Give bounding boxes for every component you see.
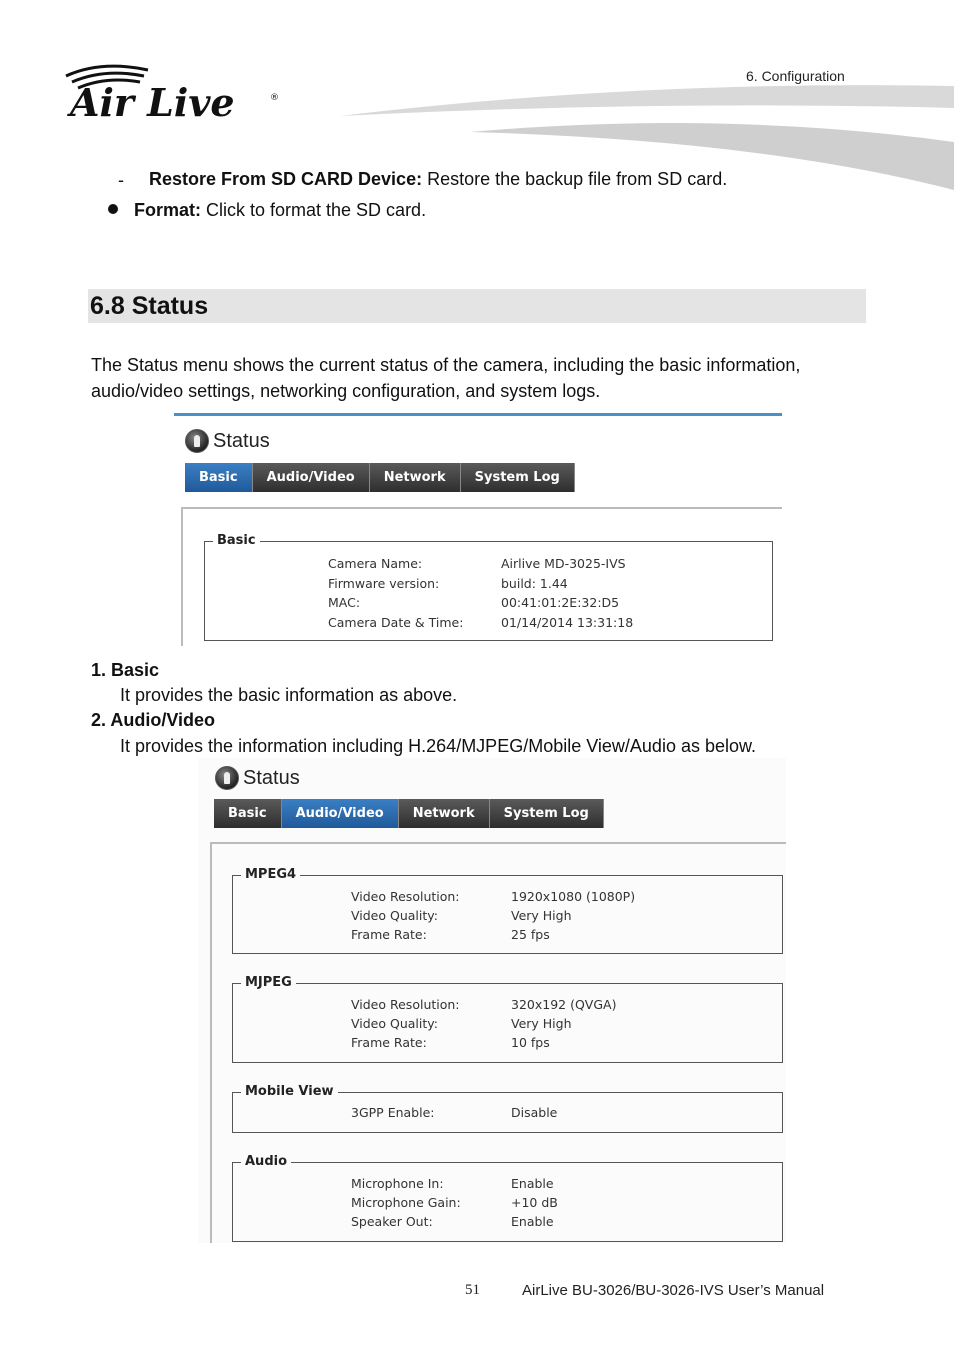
row-value: Enable [511, 1214, 554, 1229]
status-tabs [214, 799, 604, 828]
row-label: Camera Name: [328, 556, 423, 571]
restore-line [149, 169, 727, 190]
row-label: Video Quality: [351, 1016, 438, 1031]
audio-group [232, 1154, 783, 1242]
status-tabs [185, 463, 575, 492]
intro-line-1: The Status menu shows the current status of the camera, including the basic information, [91, 355, 801, 375]
row-label: Microphone Gain: [351, 1195, 461, 1210]
status-heading [185, 429, 270, 453]
item-1-heading: 1. Basic [91, 660, 160, 680]
page-number: 51 [465, 1282, 480, 1298]
row-value: +10 dB [511, 1195, 558, 1210]
chapter-label: 6. Configuration [746, 68, 845, 84]
row-label: Firmware version: [328, 576, 440, 591]
status-icon [185, 429, 209, 453]
manual-title: AirLive BU-3026/BU-3026-IVS User’s Manual [522, 1282, 825, 1299]
tab-audio-video[interactable]: Audio/Video [282, 799, 399, 828]
status-title: Status [213, 429, 270, 452]
row-label: Video Resolution: [351, 889, 460, 904]
dash-marker: - [118, 170, 124, 190]
tab-basic[interactable]: Basic [185, 463, 253, 492]
item-2-description: It provides the information including H.264/MJPEG/Mobile View/Audio as below. [120, 736, 757, 756]
mjpeg-group-label: MJPEG [241, 975, 296, 991]
row-value: Enable [511, 1176, 554, 1191]
status-icon [215, 766, 239, 790]
basic-group [204, 533, 773, 641]
row-label: Speaker Out: [351, 1214, 433, 1229]
status-audio-video-screenshot [198, 758, 786, 1243]
row-value: Disable [511, 1105, 558, 1120]
audio-group-label: Audio [241, 1154, 291, 1170]
tab-basic[interactable]: Basic [214, 799, 282, 828]
row-label: Microphone In: [351, 1176, 444, 1191]
tab-network[interactable]: Network [399, 799, 490, 828]
status-basic-screenshot [174, 413, 782, 646]
tab-audio-video[interactable]: Audio/Video [253, 463, 370, 492]
row-label: 3GPP Enable: [351, 1105, 435, 1120]
row-label: MAC: [328, 595, 361, 610]
row-value: 25 fps [511, 927, 550, 942]
item-1-description: It provides the basic information as above. [120, 685, 458, 705]
tab-network[interactable]: Network [370, 463, 461, 492]
row-value: 00:41:01:2E:32:D5 [501, 595, 620, 610]
row-label: Video Resolution: [351, 997, 460, 1012]
tab-system-log[interactable]: System Log [490, 799, 604, 828]
mpeg4-group-label: MPEG4 [241, 867, 300, 883]
tab-system-log[interactable]: System Log [461, 463, 575, 492]
row-value: Very High [511, 1016, 572, 1031]
section-header [88, 289, 866, 323]
row-value: 01/14/2014 13:31:18 [501, 615, 634, 630]
row-value: 320x192 (QVGA) [511, 997, 617, 1012]
row-label: Camera Date & Time: [328, 615, 464, 630]
mobile-view-group [232, 1084, 783, 1133]
restore-label: Restore From SD CARD Device: [149, 169, 423, 189]
format-line [134, 200, 426, 221]
row-value: 10 fps [511, 1035, 550, 1050]
basic-group-label: Basic [213, 533, 260, 549]
row-label: Video Quality: [351, 908, 438, 923]
row-label: Frame Rate: [351, 927, 427, 942]
item-2-heading: 2. Audio/Video [91, 710, 216, 730]
section-title: 6.8 Status [90, 292, 209, 320]
row-value: Very High [511, 908, 572, 923]
svg-text:®: ® [270, 93, 279, 103]
row-value: 1920x1080 (1080P) [511, 889, 636, 904]
bullet-dot [108, 204, 118, 214]
airlive-logo [56, 58, 286, 128]
mpeg4-group [232, 867, 783, 954]
restore-text: Restore the backup file from SD card. [422, 169, 728, 189]
row-value: Airlive MD-3025-IVS [501, 556, 626, 571]
status-heading [215, 766, 300, 790]
format-text: Click to format the SD card. [201, 200, 427, 220]
row-label: Frame Rate: [351, 1035, 427, 1050]
status-title: Status [243, 766, 300, 789]
format-label: Format: [134, 200, 201, 220]
mjpeg-group [232, 975, 783, 1063]
intro-line-2: audio/video settings, networking configuration, and system logs. [91, 381, 601, 401]
row-value: build: 1.44 [501, 576, 568, 591]
mobile-view-group-label: Mobile View [241, 1084, 338, 1100]
svg-text:Air Live: Air Live [70, 80, 235, 125]
